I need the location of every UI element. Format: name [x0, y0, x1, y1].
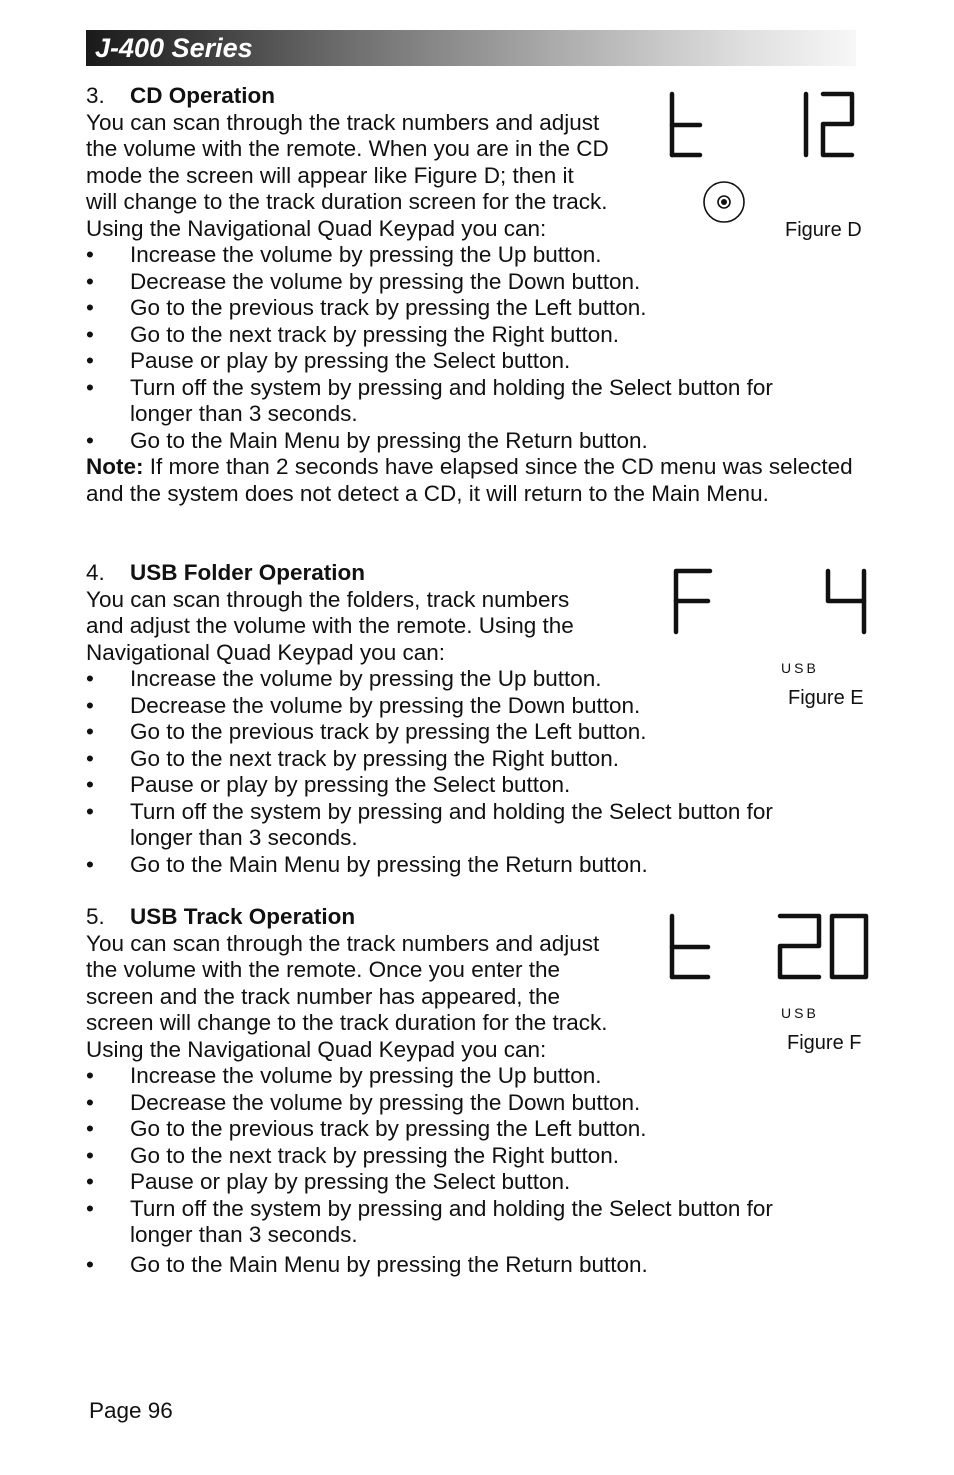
bullet-glyph: • — [86, 1089, 94, 1115]
bullet-glyph: • — [86, 745, 94, 771]
figure-f — [660, 908, 880, 1058]
bullet-glyph: • — [86, 321, 94, 347]
header-bar — [86, 30, 856, 66]
intro-line: You can scan through the track numbers and adjust — [86, 930, 600, 956]
list-item: • Go to the previous track by pressing the Left button. — [86, 295, 647, 320]
section-title: USB Track Operation — [130, 904, 356, 929]
bullet-glyph: • — [86, 242, 94, 267]
lcd-char-t — [672, 94, 700, 155]
list-item: • Increase the volume by pressing the Up button. — [86, 1063, 602, 1088]
list-item: • Go to the previous track by pressing the Left button. — [86, 1116, 647, 1141]
bullet-glyph: • — [86, 1251, 94, 1277]
list-item: • Decrease the volume by pressing the Down button. — [86, 1089, 641, 1115]
list-item: • Go to the next track by pressing the Right button. — [86, 321, 620, 347]
section-title: CD Operation — [130, 83, 276, 108]
list-item: • Turn off the system by pressing and holding the Select button for longer than 3 seconds. — [86, 1195, 773, 1247]
intro-line: Using the Navigational Quad Keypad you can: — [86, 1036, 547, 1062]
intro-line: Navigational Quad Keypad you can: — [86, 639, 445, 665]
bullet-glyph: • — [86, 772, 94, 797]
figure-f-caption: Figure F — [787, 1032, 862, 1054]
lcd-digit-0 — [832, 916, 866, 977]
list-item: • Increase the volume by pressing the Up button. — [86, 242, 602, 267]
bullet-glyph: • — [86, 1142, 94, 1168]
list-item: • Go to the Main Menu by pressing the Return button. — [86, 1251, 648, 1277]
list-item: • Pause or play by pressing the Select button. — [86, 772, 571, 797]
list-item: • Turn off the system by pressing and holding the Select button for longer than 3 seconds. — [86, 374, 773, 426]
list-item: • Go to the Main Menu by pressing the Return button. — [86, 427, 648, 453]
lcd-digit-2 — [780, 916, 819, 977]
list-item: • Decrease the volume by pressing the Down button. — [86, 692, 641, 718]
lcd-char-t — [672, 916, 708, 977]
figure-e — [660, 565, 880, 715]
figure-e-display — [660, 565, 880, 645]
intro-line: the volume with the remote. When you are in the CD — [86, 136, 609, 161]
bullet-glyph: • — [86, 692, 94, 718]
note-paragraph — [86, 454, 856, 507]
list-item: • Go to the next track by pressing the Right button. — [86, 1142, 620, 1168]
lcd-digit-4 — [828, 571, 864, 632]
usb-indicator: USB — [781, 1005, 819, 1021]
intro-line: screen and the track number has appeared, the — [86, 983, 561, 1009]
list-item: • Increase the volume by pressing the Up button. — [86, 666, 602, 691]
intro-line: Using the Navigational Quad Keypad you can: — [86, 215, 547, 241]
bullet-list — [86, 1063, 876, 1278]
list-item: • Go to the Main Menu by pressing the Return button. — [86, 851, 648, 877]
lcd-digit-2 — [823, 94, 852, 155]
intro-line: screen will change to the track duration for the track. — [86, 1010, 608, 1035]
intro-line: You can scan through the track numbers and adjust — [86, 109, 600, 135]
intro-line: mode the screen will appear like Figure D; then it — [86, 162, 574, 188]
bullet-glyph: • — [86, 1063, 94, 1088]
bullet-glyph: • — [86, 1116, 94, 1141]
lcd-char-f — [676, 571, 710, 632]
section-number: 5. — [86, 904, 105, 929]
bullet-glyph: • — [86, 427, 94, 453]
bullet-glyph: • — [86, 666, 94, 691]
intro-line: You can scan through the folders, track numbers — [86, 586, 570, 612]
intro-line: the volume with the remote. Once you enter the — [86, 957, 561, 982]
bullet-glyph: • — [86, 719, 94, 744]
bullet-glyph: • — [86, 295, 94, 320]
list-item: • Pause or play by pressing the Select button. — [86, 1169, 571, 1194]
bullet-glyph: • — [86, 851, 94, 877]
bullet-glyph: • — [86, 1169, 94, 1194]
list-item: • Go to the previous track by pressing the Left button. — [86, 719, 647, 744]
bullet-glyph: • — [86, 268, 94, 294]
cd-disc-icon — [702, 180, 746, 224]
figure-d — [660, 88, 880, 248]
figure-f-display — [660, 908, 880, 988]
note-label: Note: — [86, 454, 144, 479]
page-number: Page 96 — [89, 1398, 173, 1423]
header-title: J-400 Series — [95, 33, 253, 63]
list-item: • Pause or play by pressing the Select button. — [86, 348, 571, 373]
section-number: 4. — [86, 560, 105, 585]
bullet-glyph: • — [86, 348, 94, 373]
note-text: If more than 2 seconds have elapsed since the CD menu was selected and the system does not detect a CD, it will return to the Main Menu. — [86, 454, 853, 506]
figure-d-caption: Figure D — [785, 219, 862, 241]
intro-line: will change to the track duration screen for the track. — [86, 189, 608, 214]
list-item: • Decrease the volume by pressing the Down button. — [86, 268, 641, 294]
usb-indicator: USB — [781, 660, 819, 676]
intro-line: and adjust the volume with the remote. Using the — [86, 613, 574, 638]
list-item: • Turn off the system by pressing and holding the Select button for longer than 3 seconds. — [86, 798, 773, 850]
section-title: USB Folder Operation — [130, 560, 366, 585]
bullet-glyph: • — [86, 1195, 94, 1221]
bullet-glyph: • — [86, 798, 94, 824]
bullet-list — [86, 242, 876, 454]
bullet-glyph: • — [86, 374, 94, 400]
section-number: 3. — [86, 83, 105, 108]
figure-e-caption: Figure E — [788, 687, 864, 709]
list-item: • Go to the next track by pressing the Right button. — [86, 745, 620, 771]
